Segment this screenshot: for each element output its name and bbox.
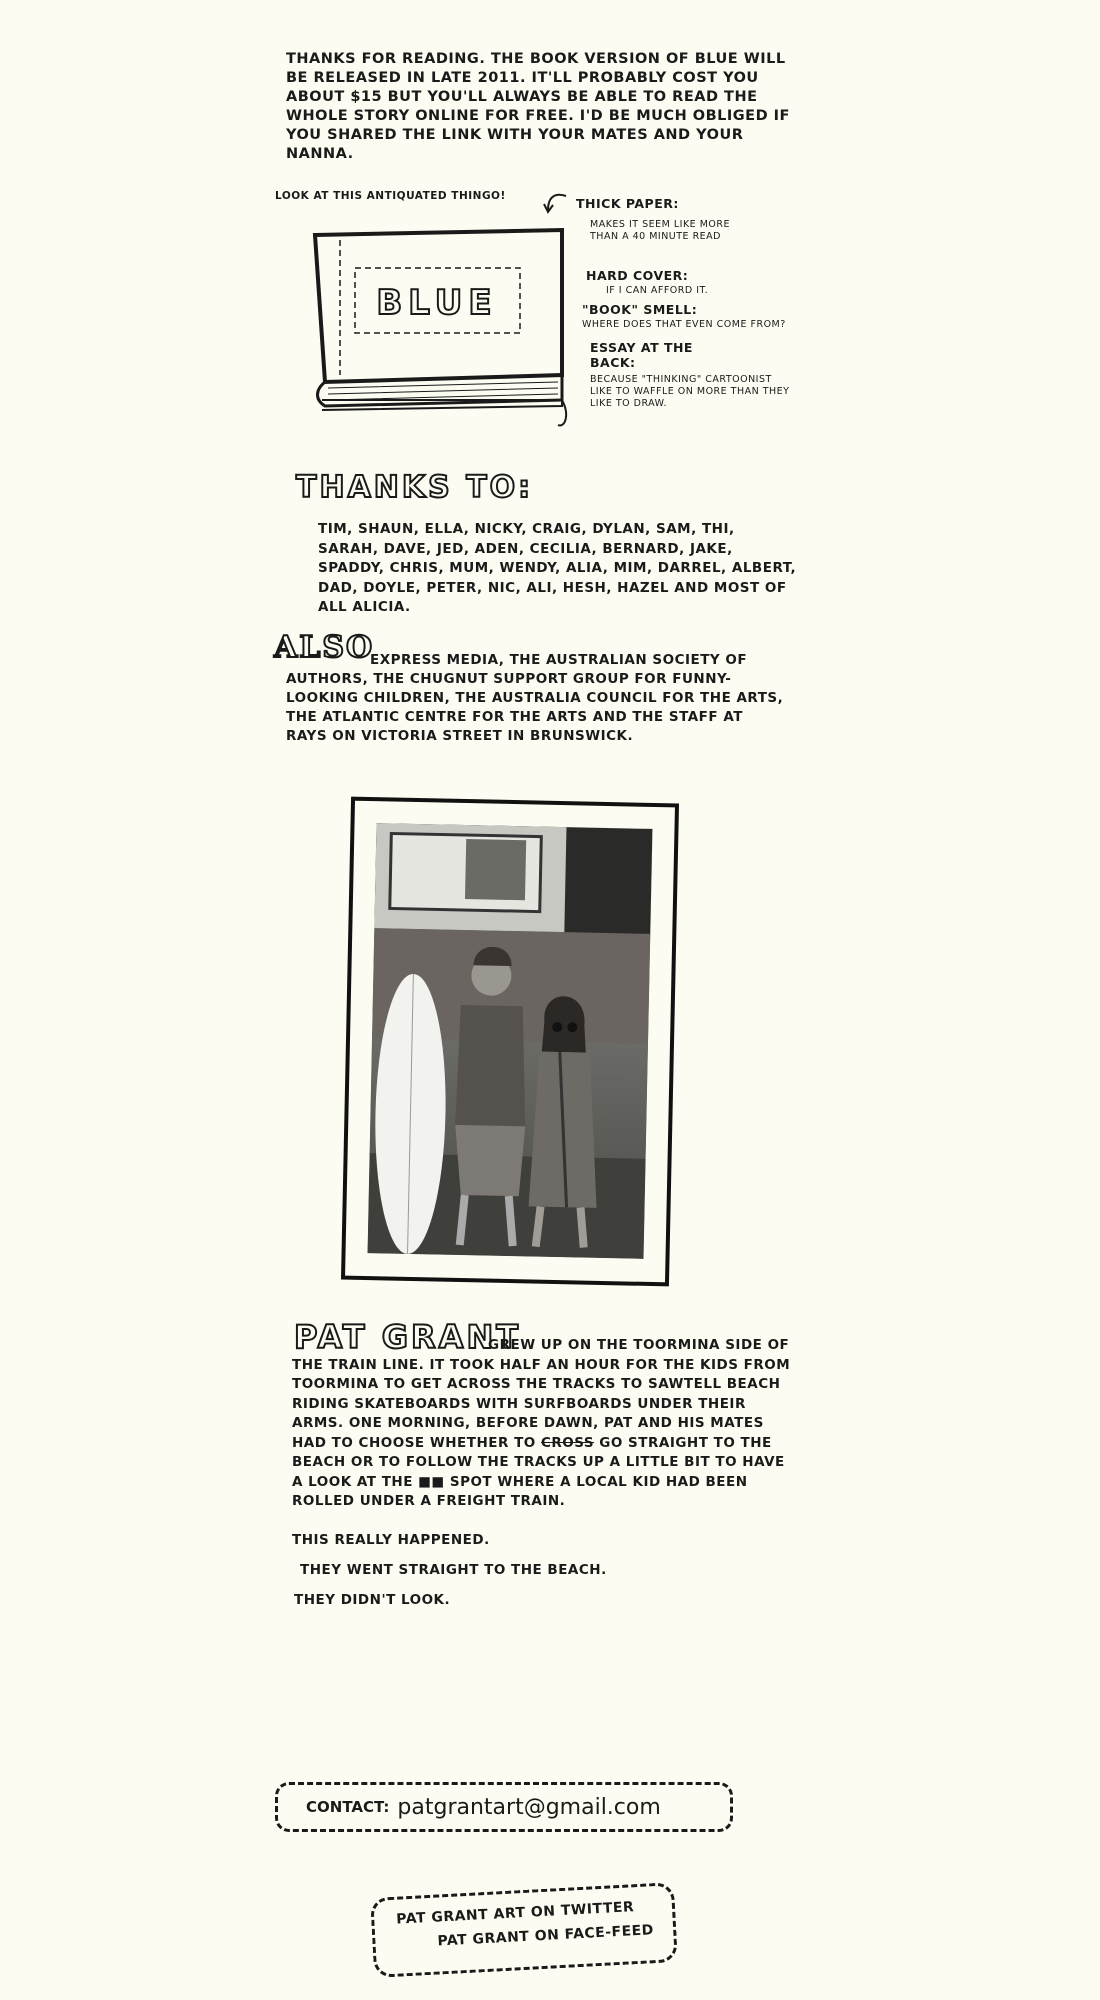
book-note <box>586 268 786 297</box>
bio-line: THIS REALLY HAPPENED. <box>292 1532 490 1548</box>
contact-box <box>275 1782 733 1832</box>
note-head: HARD COVER: <box>586 268 689 283</box>
book-cover-title: BLUE <box>376 283 498 323</box>
author-photo <box>368 823 653 1259</box>
bio-line: THEY DIDN'T LOOK. <box>294 1592 451 1608</box>
bio-text: GO STRAIGHT TO THE BEACH OR TO FOLLOW THE TRACKS UP A LITTLE BIT TO HAVE A LOOK AT THE <box>292 1434 785 1490</box>
bio-text: SPOT WHERE A LOCAL KID HAD BEEN ROLLED UNDER A FREIGHT TRAIN. <box>292 1473 748 1509</box>
photo-frame <box>341 797 679 1287</box>
ink-blot: ■■ <box>418 1473 445 1490</box>
also-title: ALSO <box>274 630 375 665</box>
note-body: WHERE DOES THAT EVEN COME FROM? <box>582 319 786 330</box>
book-note <box>576 196 776 243</box>
thanks-names: TIM, SHAUN, ELLA, NICKY, CRAIG, DYLAN, SAM, THI, SARAH, DAVE, JED, ADEN, CECILIA, BERNARD, JAKE, SPADDY, CHRIS, MUM, WENDY, ALIA, MIM, DARREL, ALBERT, DAD, DOYLE, PETER, NIC, ALI, HESH, HAZEL AND MOST OF ALL ALICIA. <box>318 521 797 615</box>
note-body: MAKES IT SEEM LIKE MORE THAN A 40 MINUTE READ <box>590 219 730 242</box>
note-body: BECAUSE "THINKING" CARTOONIST LIKE TO WAFFLE ON MORE THAN THEY LIKE TO DRAW. <box>590 374 790 409</box>
note-body: IF I CAN AFFORD IT. <box>606 285 709 296</box>
book-note <box>582 302 812 331</box>
bio-struck-text: CROSS <box>540 1434 595 1451</box>
bio-body <box>292 1336 792 1512</box>
twitter-link[interactable]: PAT GRANT ART ON TWITTER <box>395 1899 635 1928</box>
facefeed-link[interactable]: PAT GRANT ON FACE-FEED <box>437 1922 655 1950</box>
note-head: ESSAY AT THE BACK: <box>590 340 693 370</box>
note-head: THICK PAPER: <box>576 196 679 211</box>
book-look-label: LOOK AT THIS ANTIQUATED THINGO! <box>275 190 506 202</box>
thanks-title: THANKS TO: <box>296 470 534 505</box>
also-body: EXPRESS MEDIA, THE AUSTRALIAN SOCIETY OF AUTHORS, THE CHUGNUT SUPPORT GROUP FOR FUNNY-LOOKING CHILDREN, THE AUSTRALIA COUNCIL FOR THE ARTS, THE ATLANTIC CENTRE FOR THE ARTS AND THE STAFF AT RAYS ON VICTORIA STREET IN BRUNSWICK. <box>286 652 784 744</box>
note-head: "BOOK" SMELL: <box>582 302 698 317</box>
bio-title: PAT GRANT <box>294 1318 522 1356</box>
social-box <box>370 1882 678 1978</box>
book-illustration <box>300 210 585 434</box>
bio-text: GREW UP ON THE TOORMINA SIDE OF THE TRAIN LINE. IT TOOK HALF AN HOUR FOR THE KIDS FROM TOORMINA TO GET ACROSS THE TRACKS TO SAWTELL BEACH RIDING SKATEBOARDS WITH SURFBOARDS UNDER THEIR ARMS. ONE MORNING, BEFORE DAWN, PAT AND HIS MATES HAD TO CHOOSE WHETHER TO <box>292 1337 791 1451</box>
book-note <box>590 340 800 410</box>
contact-label: CONTACT: <box>306 1798 390 1816</box>
bio-line: THEY WENT STRAIGHT TO THE BEACH. <box>300 1562 607 1578</box>
intro-text: THANKS FOR READING. THE BOOK VERSION OF BLUE WILL BE RELEASED IN LATE 2011. IT'LL PROBABLY COST YOU ABOUT $15 BUT YOU'LL ALWAYS BE ABLE TO READ THE WHOLE STORY ONLINE FOR FREE. I'D BE MUCH OBLIGED IF YOU SHARED THE LINK WITH YOUR MATES AND YOUR NANNA. <box>286 51 790 162</box>
contact-email-link[interactable]: patgrantart@gmail.com <box>397 1794 661 1820</box>
